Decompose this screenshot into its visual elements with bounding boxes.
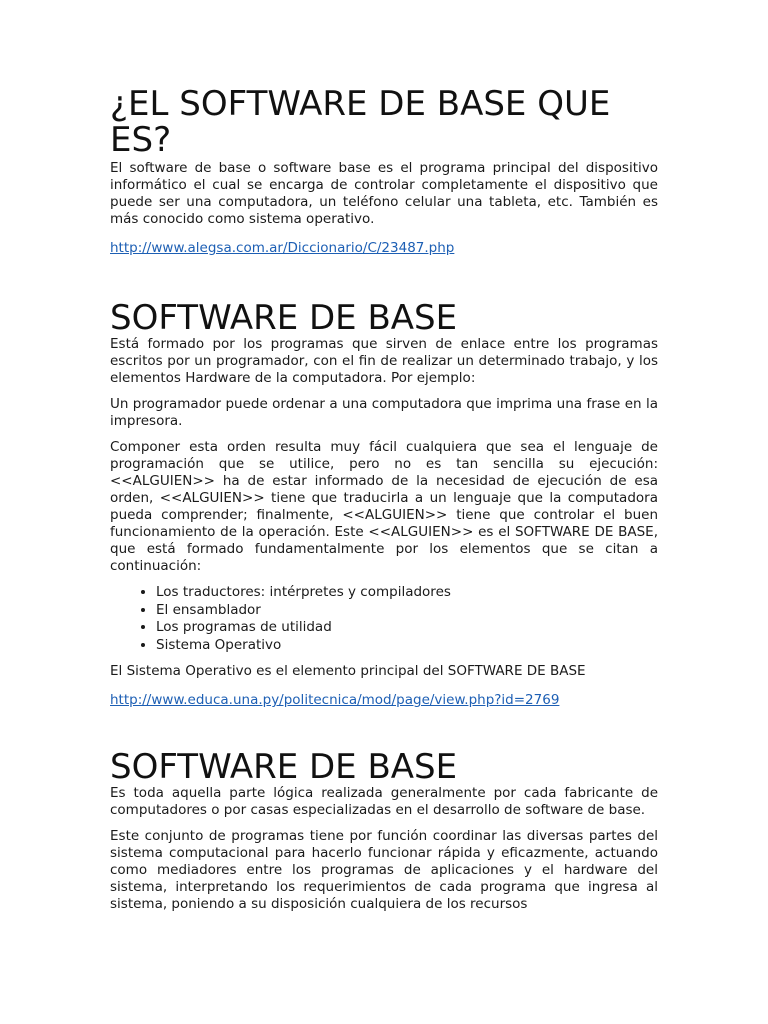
section-2-paragraph-2: Un programador puede ordenar a una computadora que imprima una frase en la impresora. (110, 396, 658, 429)
document-body (110, 86, 658, 922)
section-3-paragraph-2: Este conjunto de programas tiene por función coordinar las diversas partes del sistema computacional para hacerlo funcionar rápida y eficazmente, actuando como mediadores entre los programas de aplicaciones y el hardware del sistema, interpretando los requerimientos de cada programa que ingresa al sistema, poniendo a su disposición cualquiera de los recursos (110, 828, 658, 912)
section-3-paragraph-1: Es toda aquella parte lógica realizada generalmente por cada fabricante de computadores o por casas especializadas en el desarrollo de software de base. (110, 785, 658, 818)
list-item: • Sistema Operativo (156, 637, 658, 655)
section-2-paragraph-1: Está formado por los programas que sirven de enlace entre los programas escritos por un programador, con el fin de realizar un determinado trabajo, y los elementos Hardware de la computadora. Por ejemplo: (110, 336, 658, 386)
list-item: • El ensamblador (156, 602, 658, 620)
section-1-title: ¿EL SOFTWARE DE BASE QUE ES? (110, 84, 611, 160)
section-1-source-link[interactable]: http://www.alegsa.com.ar/Diccionario/C/23487.php (110, 240, 455, 256)
section-1-paragraph: El software de base o software base es el programa principal del dispositivo informático el cual se encarga de controlar completamente el dispositivo que puede ser una computadora, un teléfono celular una tableta, etc. También es más conocido como sistema operativo. (110, 160, 658, 227)
list-item: • Los programas de utilidad (156, 619, 658, 637)
section-2-bullet-list (110, 584, 658, 654)
list-item: • Los traductores: intérpretes y compiladores (156, 584, 658, 602)
section-2-closing: El Sistema Operativo es el elemento principal del SOFTWARE DE BASE (110, 663, 586, 679)
section-2-paragraph-3: Componer esta orden resulta muy fácil cualquiera que sea el lenguaje de programación que se utilice, pero no es tan sencilla su ejecución: <<ALGUIEN>> ha de estar informado de la necesidad de ejecución de esa orden, <<ALGUIEN>> tiene que traducirla a un lenguaje que la computadora pueda comprender; finalmente, <<ALGUIEN>> tiene que controlar el buen funcionamiento de la operación. Este <<ALGUIEN>> es el SOFTWARE DE BASE, que está formado fundamentalmente por los elementos que se citan a continuación: (110, 439, 658, 574)
section-2-source-link[interactable]: http://www.educa.una.py/politecnica/mod/page/view.php?id=2769 (110, 692, 560, 708)
section-3-title: SOFTWARE DE BASE (110, 747, 458, 787)
section-2-title: SOFTWARE DE BASE (110, 298, 458, 338)
